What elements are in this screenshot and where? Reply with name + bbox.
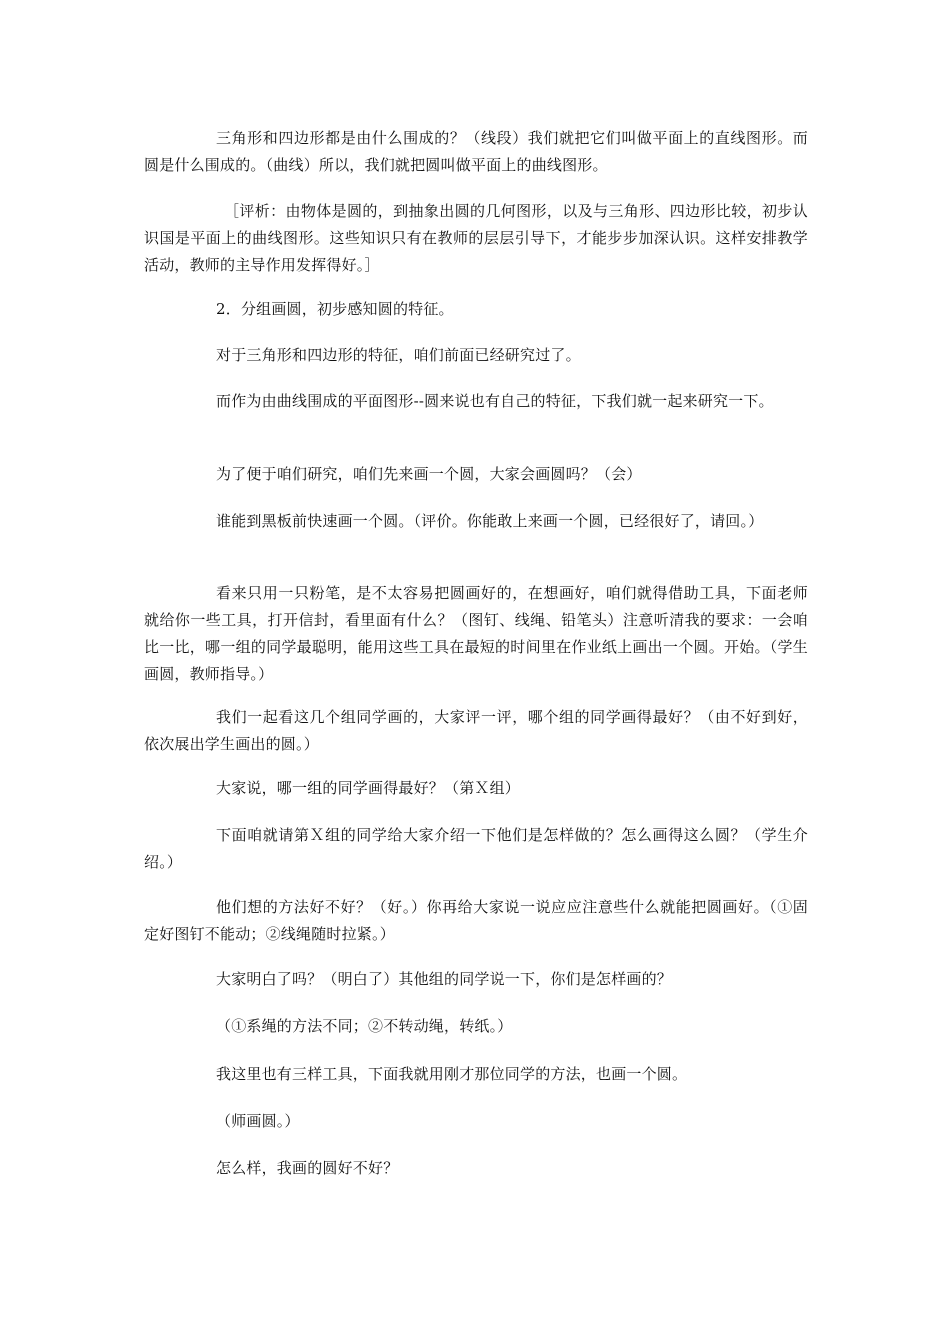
paragraph-5: 而作为由曲线围成的平面图形--圆来说也有自己的特征，下我们就一起来研究一下。 [216,392,774,410]
paragraph-10: 大家说，哪一组的同学画得最好？（第Ｘ组） [216,779,521,797]
paragraph-9: 我们一起看这几个组同学画的，大家评一评，哪个组的同学画得最好？（由不好到好，依次展出学生画出的圆。） [144,708,808,753]
paragraph-17: 怎么样，我画的圆好不好？ [216,1159,399,1177]
paragraph-4: 对于三角形和四边形的特征，咱们前面已经研究过了。 [216,346,581,364]
paragraph-1: 三角形和四边形都是由什么围成的？（线段）我们就把它们叫做平面上的直线图形。而圆是什么围成的。（曲线）所以，我们就把圆叫做平面上的曲线图形。 [144,129,808,174]
paragraph-12: 他们想的方法好不好？（好。）你再给大家说一说应应注意些什么就能把圆画好。（①固定好图钉不能动；②线绳随时拉紧。） [144,898,808,943]
paragraph-14: （①系绳的方法不同；②不转动绳，转纸。） [216,1017,513,1035]
paragraph-16: （师画圆。） [216,1112,300,1130]
paragraph-2-review-comment: ［评析：由物体是圆的，到抽象出圆的几何图形，以及与三角形、四边形比较，初步认识国是平面上的曲线图形。这些知识只有在教师的层层引导下，才能步步加深认识。这样安排教学活动，教师的主导作用发挥得好。］ [144,202,808,274]
paragraph-3-section-heading: 2．分组画圆，初步感知圆的特征。 [216,300,454,318]
paragraph-11: 下面咱就请第Ｘ组的同学给大家介绍一下他们是怎样做的？怎么画得这么圆？（学生介绍。） [144,826,808,871]
paragraph-7: 谁能到黑板前快速画一个圆。（评价。你能敢上来画一个圆，已经很好了，请回。） [216,512,764,530]
paragraph-6: 为了便于咱们研究，咱们先来画一个圆，大家会画圆吗？（会） [216,465,642,483]
paragraph-15: 我这里也有三样工具，下面我就用刚才那位同学的方法，也画一个圆。 [216,1065,688,1083]
paragraph-8: 看来只用一只粉笔，是不太容易把圆画好的，在想画好，咱们就得借助工具，下面老师就给你一些工具，打开信封，看里面有什么？（图钉、线绳、铅笔头）注意听清我的要求：一会咱比一比，哪一组的同学最聪明，能用这些工具在最短的时间里在作业纸上画出一个圆。开始。（学生画圆，教师指导。） [144,584,808,683]
paragraph-13: 大家明白了吗？（明白了）其他组的同学说一下，你们是怎样画的？ [216,970,673,988]
